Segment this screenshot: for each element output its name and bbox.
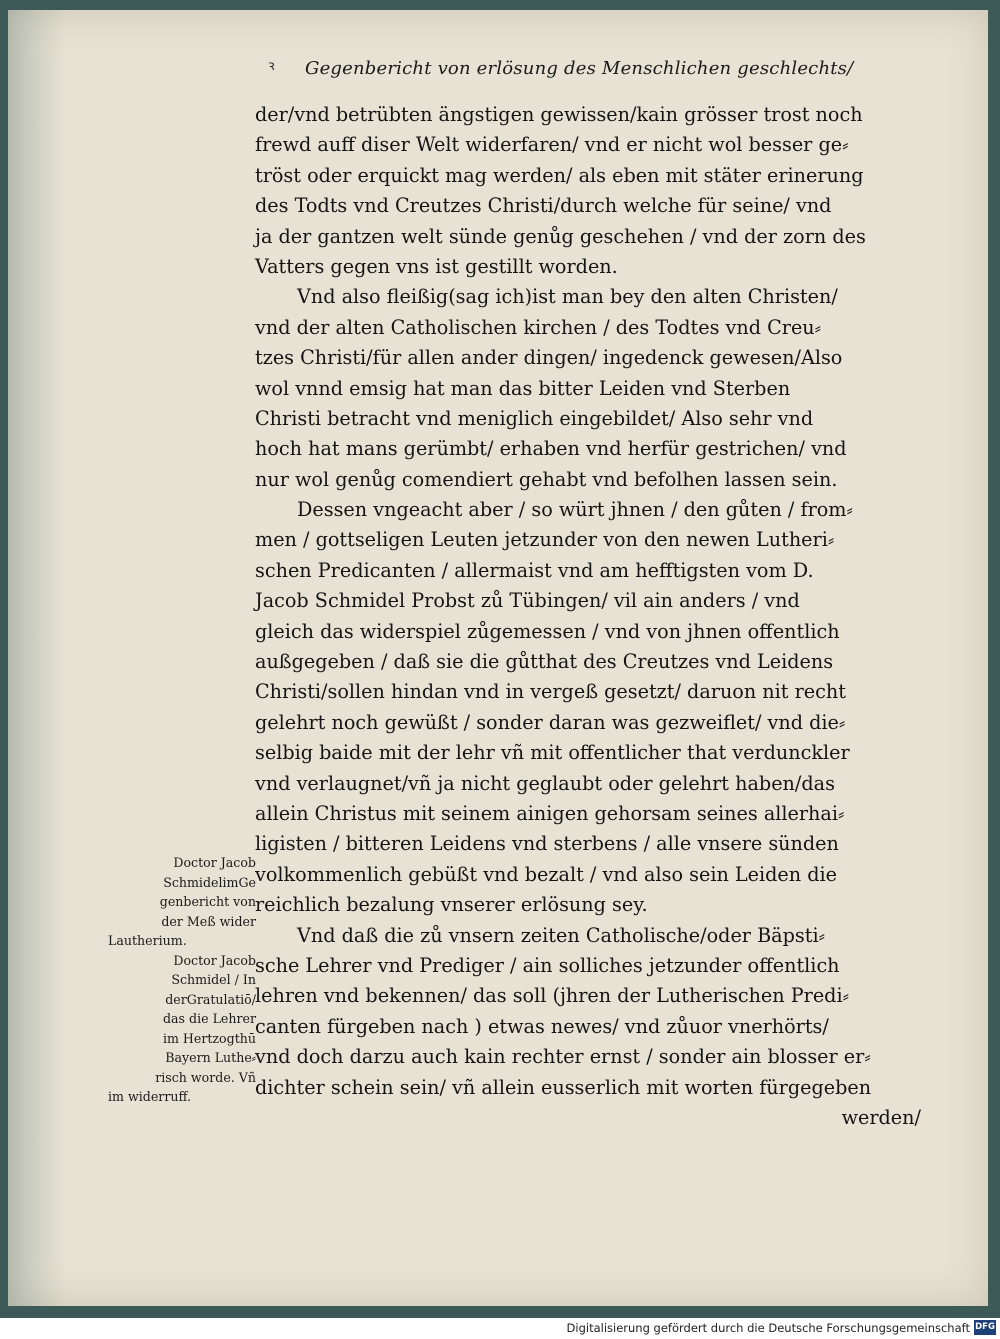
text-line: schen Predicanten / allermaist vnd am hefftigsten vom D. <box>255 558 814 582</box>
marginal-note-line: derGratulatiō/ <box>165 991 256 1007</box>
text-line: vnd der alten Catholischen kirchen / des Todtes vnd Creu⸗ <box>255 315 822 339</box>
text-line: canten fürgeben nach ) etwas newes/ vnd zůuor vnerhörts/ <box>255 1014 829 1038</box>
text-line: Vnd also fleißig(sag ich)ist man bey den alten Christen/ <box>297 285 838 309</box>
marginal-note-line: Doctor Jacob <box>173 952 256 968</box>
footer-bar <box>0 1318 1000 1339</box>
text-line: reichlich bezalung vnserer erlösung sey. <box>255 893 648 917</box>
marginal-note-line: Doctor Jacob <box>173 855 256 870</box>
text-line: Christi/sollen hindan vnd in vergeß gesetzt/ daruon nit recht <box>255 680 846 704</box>
text-line: vnd doch darzu auch kain rechter ernst / sonder ain blosser er⸗ <box>255 1045 871 1069</box>
text-line: selbig baide mit der lehr vñ mit offentlicher that verdunckler <box>255 741 850 765</box>
running-title: Gegenbericht von erlösung des Menschlichen geschlechts/ <box>305 58 854 79</box>
text-line: ja der gantzen welt sünde genůg geschehen / vnd der zorn des <box>255 224 866 248</box>
marginal-note-line: SchmidelimGe <box>163 874 256 890</box>
text-line: Vnd daß die zů vnsern zeiten Catholische/oder Bäpsti⸗ <box>297 923 825 947</box>
text-line: wol vnnd emsig hat man das bitter Leiden vnd Sterben <box>255 376 791 400</box>
text-line: men / gottseligen Leuten jetzunder von den newen Lutheri⸗ <box>255 528 835 552</box>
marginal-note-line: der Meß wider <box>161 913 256 929</box>
text-line: tzes Christi/für allen ander dingen/ ingedenck gewesen/Also <box>255 346 843 370</box>
marginal-note-line: Bayern Luthe⸗ <box>165 1050 256 1065</box>
marginal-note-line: das die Lehrer <box>162 1011 256 1026</box>
marginal-note-line: risch worde. Vñ <box>155 1069 256 1085</box>
text-line: der/vnd betrübten ängstigen gewissen/kain grösser trost noch <box>255 103 863 126</box>
text-line: frewd auff diser Welt widerfaren/ vnd er nicht wol besser ge⸗ <box>255 133 849 157</box>
text-line: Christi betracht vnd meniglich eingebildet/ Also sehr vnd <box>255 406 814 430</box>
marginal-note-line: Lautherium. <box>108 933 187 948</box>
text-line: nur wol genůg comendiert gehabt vnd befolhen lassen sein. <box>255 467 838 491</box>
marginal-note-line: im Hertzogthū <box>162 1030 256 1046</box>
dfg-logo: DFG <box>974 1320 996 1335</box>
ornament-mark: ꝛ <box>268 58 275 74</box>
text-line: außgegeben / daß sie die gůtthat des Creutzes vnd Leidens <box>255 650 834 674</box>
text-line: hoch hat mans gerümbt/ erhaben vnd herfür gestrichen/ vnd <box>255 437 847 461</box>
text-line: tröst oder erquickt mag werden/ als eben mit stäter erinerung <box>255 163 864 187</box>
text-line: allein Christus mit seinem ainigen gehorsam seines allerhai⸗ <box>255 801 845 825</box>
text-line: lehren vnd bekennen/ das soll (jhren der Lutherischen Predi⸗ <box>255 984 849 1008</box>
catchword: werden/ <box>841 1105 921 1129</box>
text-line: Dessen vngeacht aber / so würt jhnen / den gůten / from⸗ <box>297 498 853 522</box>
text-line: gleich das widerspiel zůgemessen / vnd von jhnen offentlich <box>255 619 840 643</box>
text-line: des Todts vnd Creutzes Christi/durch welche für seine/ vnd <box>255 194 832 218</box>
text-line: ligisten / bitteren Leidens vnd sterbens / alle vnsere sünden <box>255 832 839 856</box>
text-line: sche Lehrer vnd Prediger / ain solliches jetzunder offentlich <box>255 953 840 977</box>
footer-credit: Digitalisierung gefördert durch die Deutsche Forschungsgemeinschaft <box>566 1321 970 1335</box>
text-line: dichter schein sein/ vñ allein eusserlich mit worten fürgegeben <box>255 1075 872 1099</box>
text-line: Vatters gegen vns ist gestillt worden. <box>255 254 618 278</box>
marginal-note-line: genbericht von <box>159 894 256 909</box>
text-line: Jacob Schmidel Probst zů Tübingen/ vil ain anders / vnd <box>255 589 800 613</box>
marginal-note-line: Schmidel / In <box>171 972 256 987</box>
marginal-notes <box>108 853 258 1107</box>
text-line: vnd verlaugnet/vñ ja nicht geglaubt oder gelehrt haben/das <box>255 771 835 795</box>
marginal-note-line: im widerruff. <box>108 1089 191 1104</box>
text-line: gelehrt noch gewüßt / sonder daran was gezweiflet/ vnd die⸗ <box>255 710 846 734</box>
text-line: volkommenlich gebüßt vnd bezalt / vnd also sein Leiden die <box>255 862 838 886</box>
main-text-block <box>255 100 935 1133</box>
